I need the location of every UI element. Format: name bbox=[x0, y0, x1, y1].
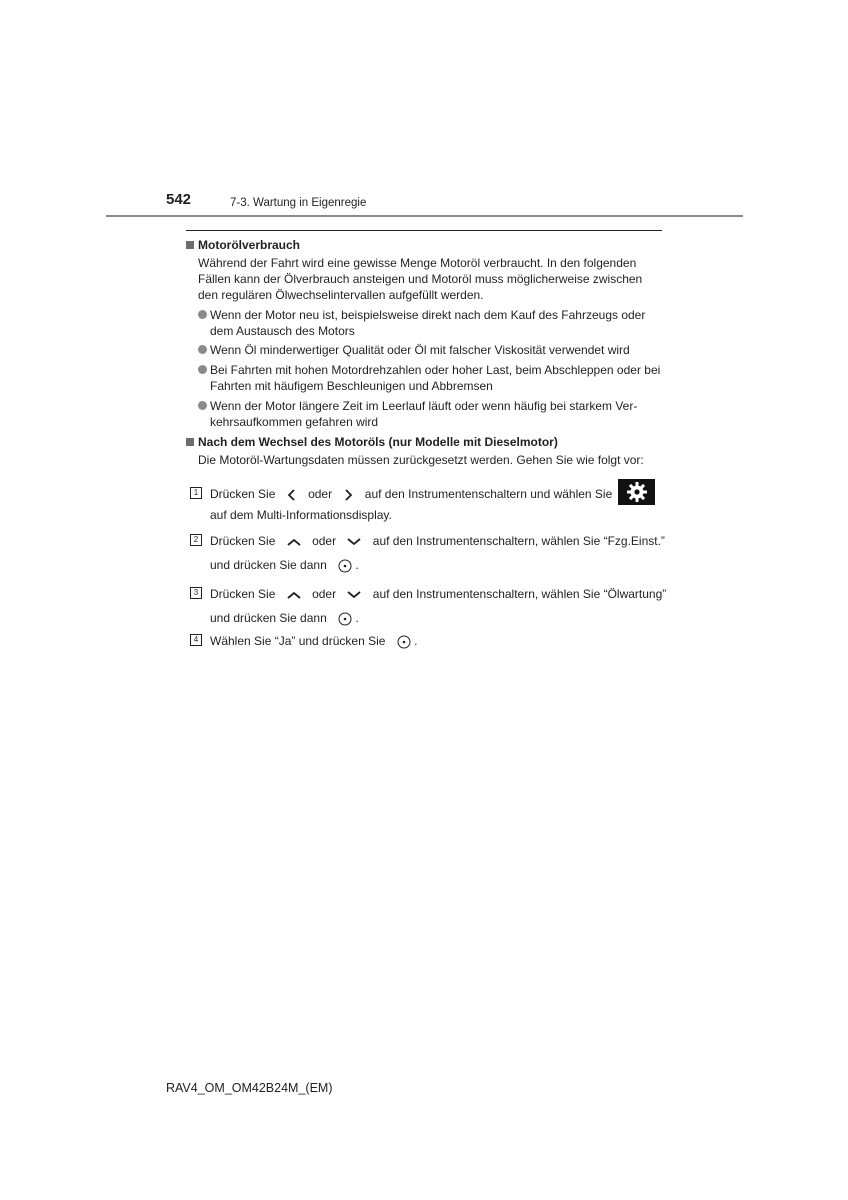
gear-icon bbox=[626, 481, 648, 503]
bullet-dot-icon bbox=[198, 310, 207, 319]
step-text: . bbox=[355, 611, 359, 625]
step-text: Wählen Sie “Ja” und drücken Sie bbox=[210, 634, 386, 648]
intro-line: den regulären Ölwechselintervallen aufgefüllt werden. bbox=[198, 288, 484, 302]
chevron-up-icon bbox=[287, 590, 301, 600]
list-item bbox=[198, 362, 662, 394]
chevron-down-icon bbox=[347, 590, 361, 600]
list-item bbox=[198, 398, 662, 430]
intro-line: Die Motoröl-Wartungsdaten müssen zurückgesetzt werden. Gehen Sie wie folgt vor: bbox=[198, 453, 644, 467]
enter-button-icon bbox=[338, 612, 352, 626]
step-number: 4 bbox=[190, 634, 202, 646]
enter-button-icon bbox=[338, 559, 352, 573]
step-text: . bbox=[355, 558, 359, 572]
step-text: Drücken Sie bbox=[210, 534, 276, 548]
settings-display-icon bbox=[618, 479, 655, 505]
bullet-dot-icon bbox=[198, 345, 207, 354]
step-text: und drücken Sie dann bbox=[210, 558, 327, 572]
bullet-line: Wenn der Motor neu ist, beispielsweise direkt nach dem Kauf des Fahrzeugs oder bbox=[210, 308, 646, 322]
step-number: 1 bbox=[190, 487, 202, 499]
section-heading-text: Nach dem Wechsel des Motoröls (nur Modelle mit Dieselmotor) bbox=[198, 435, 558, 449]
chevron-down-icon bbox=[347, 537, 361, 547]
list-item bbox=[198, 307, 662, 339]
bullet-line: Fahrten mit häufigem Beschleunigen und Abbremsen bbox=[210, 379, 493, 393]
bullet-line: Wenn Öl minderwertiger Qualität oder Öl mit falscher Viskosität verwendet wird bbox=[210, 343, 630, 357]
section-intro bbox=[198, 255, 658, 303]
step-number: 3 bbox=[190, 587, 202, 599]
step-text: Drücken Sie bbox=[210, 487, 276, 501]
section-intro bbox=[198, 452, 658, 468]
section-heading-text: Motorölverbrauch bbox=[198, 238, 301, 252]
bullet-line: kehrsaufkommen gefahren wird bbox=[210, 415, 379, 429]
step-number: 2 bbox=[190, 534, 202, 546]
step-text: Drücken Sie bbox=[210, 587, 276, 601]
chapter-title: 7-3. Wartung in Eigenregie bbox=[230, 197, 367, 209]
bullet-line: dem Austausch des Motors bbox=[210, 324, 355, 338]
section-heading-oil-consumption bbox=[186, 237, 300, 253]
bullet-dot-icon bbox=[198, 401, 207, 410]
chevron-up-icon bbox=[287, 537, 301, 547]
page-number: 542 bbox=[166, 191, 192, 208]
bullet-line: Bei Fahrten mit hohen Motordrehzahlen oder hoher Last, beim Abschleppen oder bei bbox=[210, 363, 661, 377]
enter-button-icon bbox=[397, 635, 411, 649]
or-text: oder bbox=[308, 487, 333, 501]
or-text: oder bbox=[312, 587, 337, 601]
step-text: und drücken Sie dann bbox=[210, 611, 327, 625]
intro-line: Fällen kann der Ölverbrauch ansteigen und Motoröl muss möglicherweise zwischen bbox=[198, 272, 643, 286]
document-code: RAV4_OM_OM42B24M_(EM) bbox=[166, 1081, 333, 1095]
or-text: oder bbox=[312, 534, 337, 548]
step-text: . bbox=[414, 634, 418, 648]
step-text: auf den Instrumentenschaltern, wählen Sie “Ölwartung” bbox=[372, 587, 667, 601]
step-text: auf dem Multi-Informationsdisplay. bbox=[210, 508, 392, 522]
chevron-left-icon bbox=[287, 489, 297, 501]
bullet-dot-icon bbox=[198, 365, 207, 374]
list-item bbox=[198, 342, 662, 358]
step-text: auf den Instrumentenschaltern, wählen Sie “Fzg.Einst.” bbox=[372, 534, 665, 548]
step-text: auf den Instrumentenschaltern und wählen Sie bbox=[364, 487, 613, 501]
intro-line: Während der Fahrt wird eine gewisse Menge Motoröl verbraucht. In den folgenden bbox=[198, 256, 637, 270]
square-bullet-icon bbox=[186, 438, 194, 446]
section-divider bbox=[186, 230, 662, 231]
section-heading-oil-change bbox=[186, 434, 558, 450]
chevron-right-icon bbox=[343, 489, 353, 501]
square-bullet-icon bbox=[186, 241, 194, 249]
bullet-line: Wenn der Motor längere Zeit im Leerlauf läuft oder wenn häufig bei starkem Ver- bbox=[210, 399, 638, 413]
header-divider bbox=[106, 215, 743, 217]
